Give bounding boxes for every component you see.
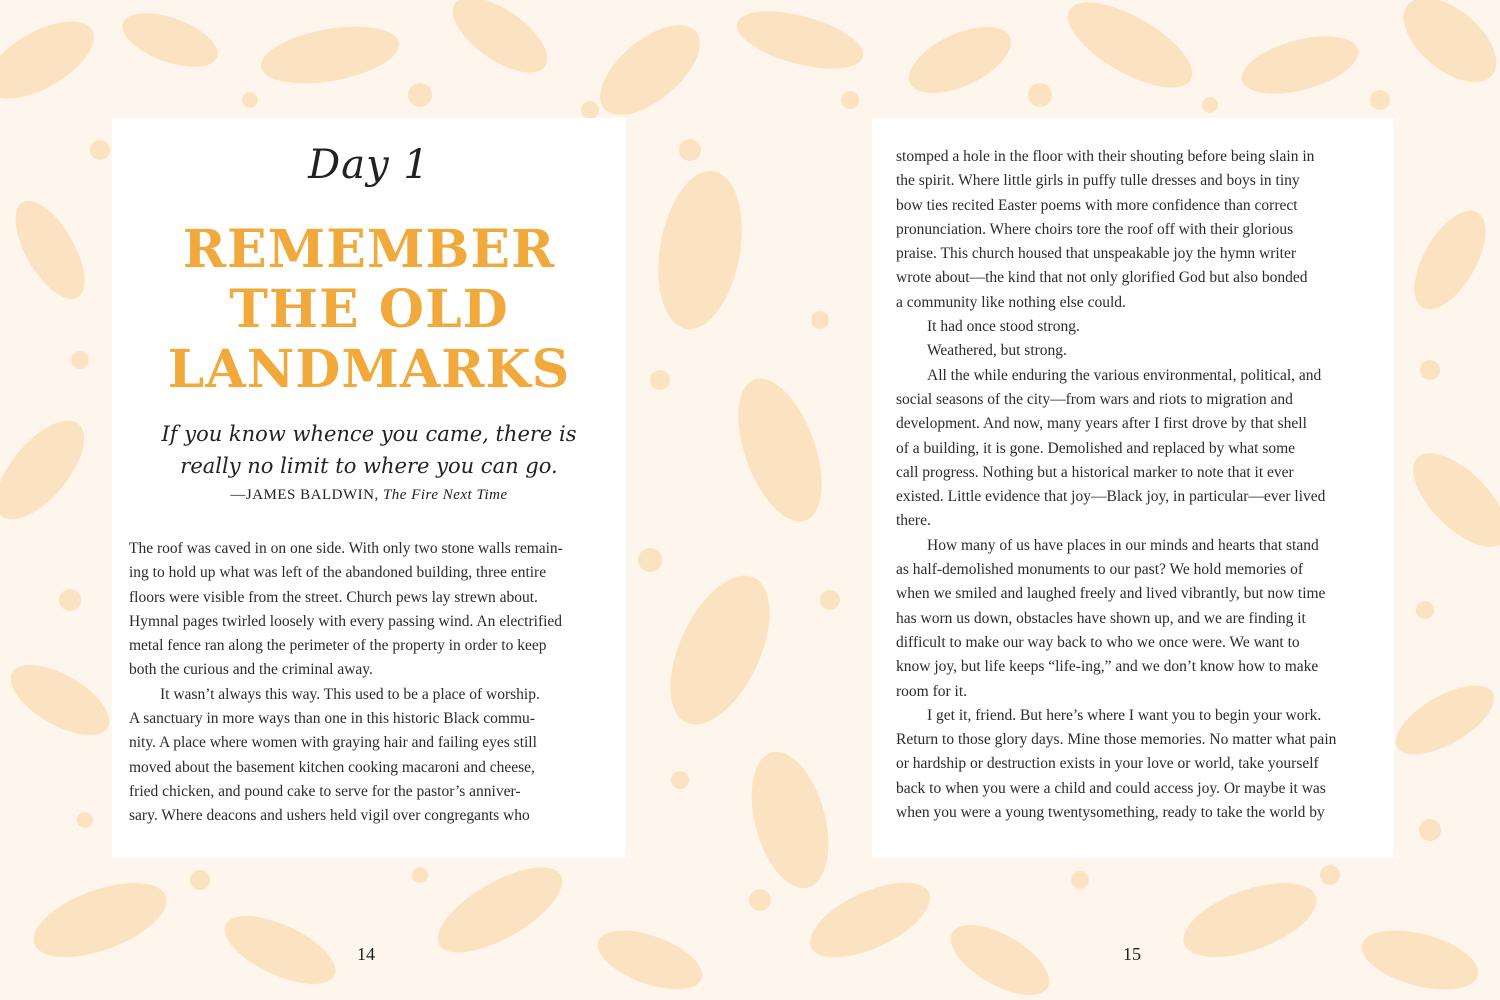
chapter-title: [112, 220, 626, 400]
text-line: praise. This church housed that unspeakable joy the hymn writer: [896, 245, 1297, 263]
attribution-book: The Fire Next Time: [382, 487, 508, 503]
text-line: wrote about—the kind that not only glorified God but also bonded: [896, 269, 1308, 287]
day-label: Day 1: [308, 142, 430, 188]
text-line: A sanctuary in more ways than one in this historic Black commu-: [129, 710, 535, 728]
text-line: sary. Where deacons and ushers held vigil over congregants who: [129, 807, 530, 825]
title-line: REMEMBER: [182, 219, 556, 280]
text-line: Weathered, but strong.: [927, 342, 1067, 360]
text-line: difficult to make our way back to who we once were. We want to: [896, 633, 1300, 651]
page-number-right: 15: [1123, 944, 1141, 964]
title-line: LANDMARKS: [167, 339, 571, 400]
text-line: existed. Little evidence that joy—Black joy, in particular—ever lived: [896, 488, 1326, 506]
text-line: a community like nothing else could.: [896, 293, 1126, 311]
text-line: It wasn’t always this way. This used to be a place of worship.: [160, 685, 540, 703]
text-line: Hymnal pages twirled loosely with every passing wind. An electrified: [129, 612, 563, 630]
epigraph-attribution: [112, 487, 626, 504]
title-line: THE OLD: [229, 279, 509, 340]
text-line: All the while enduring the various environmental, political, and: [927, 366, 1322, 384]
epigraph-line: really no limit to where you can go.: [180, 454, 558, 478]
text-line: has worn us down, obstacles have shown up, and we are finding it: [896, 609, 1306, 627]
epigraph: [112, 418, 626, 482]
epigraph-line: If you know whence you came, there is: [161, 422, 577, 446]
text-line: there.: [896, 512, 931, 530]
left-body-text: [129, 537, 605, 829]
text-line: as half-demolished monuments to our past? We hold memories of: [896, 561, 1303, 579]
text-line: when you were a young twentysomething, ready to take the world by: [896, 804, 1325, 822]
text-line: know joy, but life keeps “life-ing,” and we don’t know how to make: [896, 658, 1319, 676]
right-body-text: [896, 145, 1372, 825]
text-line: How many of us have places in our minds and hearts that stand: [927, 536, 1319, 554]
text-line: development. And now, many years after I first drove by that shell: [896, 415, 1307, 433]
text-line: when we smiled and laughed freely and lived vibrantly, but now time: [896, 585, 1326, 603]
text-line: or hardship or destruction exists in your love or world, take yourself: [896, 755, 1319, 773]
text-line: The roof was caved in on one side. With only two stone walls remain-: [129, 540, 563, 557]
text-line: floors were visible from the street. Church pews lay strewn about.: [129, 588, 538, 606]
text-line: back to when you were a child and could access joy. Or maybe it was: [896, 779, 1326, 797]
text-line: social seasons of the city—from wars and riots to migration and: [896, 390, 1293, 408]
text-line: room for it.: [896, 682, 968, 700]
text-line: I get it, friend. But here’s where I want you to begin your work.: [927, 706, 1322, 724]
text-line: Return to those glory days. Mine those memories. No matter what pain: [896, 731, 1337, 749]
text-line: both the curious and the criminal away.: [129, 661, 373, 679]
attribution-author: —JAMES BALDWIN,: [230, 487, 383, 503]
text-line: metal fence ran along the perimeter of the property in order to keep: [129, 637, 547, 655]
text-line: stomped a hole in the floor with their shouting before being slain in: [896, 148, 1315, 165]
text-line: of a building, it is gone. Demolished and replaced by what some: [896, 439, 1296, 457]
text-line: ing to hold up what was left of the abandoned building, three entire: [129, 564, 547, 582]
text-line: moved about the basement kitchen cooking macaroni and cheese,: [129, 758, 535, 776]
page-number-left: 14: [357, 944, 375, 964]
text-line: bow ties recited Easter poems with more confidence than correct: [896, 196, 1298, 214]
text-line: the spirit. Where little girls in puffy tulle dresses and boys in tiny: [896, 172, 1300, 190]
text-line: nity. A place where women with graying hair and failing eyes still: [129, 734, 537, 752]
text-line: pronunciation. Where choirs tore the roof off with their glorious: [896, 220, 1294, 238]
text-line: It had once stood strong.: [927, 318, 1080, 336]
text-line: fried chicken, and pound cake to serve for the pastor’s anniver-: [129, 782, 521, 800]
text-line: call progress. Nothing but a historical marker to note that it ever: [896, 463, 1294, 481]
